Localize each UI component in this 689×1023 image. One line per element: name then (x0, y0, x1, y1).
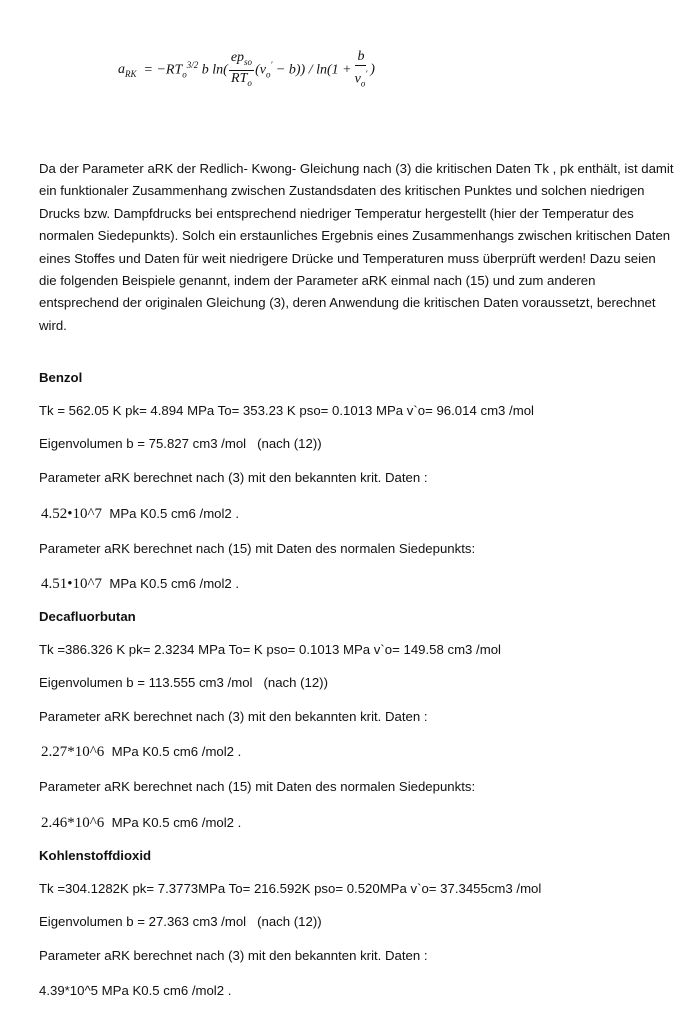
kohlendioxid-param-3-label: Parameter aRK berechnet nach (3) mit den bekannten krit. Daten : (39, 948, 428, 963)
kohlendioxid-eigenvolumen: Eigenvolumen b = 27.363 cm3 /mol (nach (12)) (39, 914, 322, 929)
benzol-param-15-label: Parameter aRK berechnet nach (15) mit Daten des normalen Siedepunkts: (39, 541, 476, 556)
decafluorbutan-value-3: 2.27*10^6 MPa K0.5 cm6 /mol2 . (41, 744, 242, 760)
kohlendioxid-data-line: Tk =304.1282K pk= 7.3773MPa To= 216.592K pso= 0.520MPa v`o= 37.3455cm3 /mol (39, 881, 542, 896)
heading-kohlenstoffdioxid: Kohlenstoffdioxid (39, 848, 152, 863)
benzol-data-line: Tk = 562.05 K pk= 4.894 MPa To= 353.23 K pso= 0.1013 MPa v`o= 96.014 cm3 /mol (39, 403, 534, 418)
intro-paragraph: Da der Parameter aRK der Redlich- Kwong- Gleichung nach (3) die kritischen Daten Tk , pk enthält, ist damit ein funktionaler Zusammenhang zwischen Zustandsdaten des kritischen Punktes und solchen niedrigen Drucks bzw. Dampfdrucks bei entsprechend niedriger Temperatur hergestellt (hier der Temperatur des normalen Siedepunkts). Solch ein erstaunliches Ergebnis eines Zusammenhangs zwischen kritischen Daten eines Stoffes und Daten für weit niedrigere Drücke und Temperaturen muss überprüft werden! Dazu seien die folgenden Beispiele genannt, indem der Parameter aRK einmal nach (15) und zum anderen entsprechend der originalen Gleichung (3), deren Anwendung die kritischen Daten voraussetzt, berechnet wird. (39, 161, 674, 333)
decafluorbutan-value-15: 2.46*10^6 MPa K0.5 cm6 /mol2 . (41, 815, 242, 831)
decafluorbutan-param-15-label: Parameter aRK berechnet nach (15) mit Daten des normalen Siedepunkts: (39, 779, 476, 794)
heading-decafluorbutan: Decafluorbutan (39, 609, 136, 624)
formula-mid: $(v_o' - b)) / \ln(1$ + (255, 60, 352, 80)
benzol-param-3-label: Parameter aRK berechnet nach (3) mit den bekannten krit. Daten : (39, 470, 428, 485)
formula-lhs: $a_{RK}$ (118, 61, 137, 79)
redlich-kwong-formula (118, 44, 375, 96)
heading-benzol: Benzol (39, 370, 83, 385)
benzol-value-15: 4.51•10^7 MPa K0.5 cm6 /mol2 . (41, 576, 240, 592)
decafluorbutan-data-line: Tk =386.326 K pk= 2.3234 MPa To= K pso= 0.1013 MPa v`o= 149.58 cm3 /mol (39, 642, 501, 657)
formula-close: ) (370, 62, 375, 77)
kohlendioxid-value-3: 4.39*10^5 MPa K0.5 cm6 /mol2 . (39, 983, 232, 998)
formula-eq: = $-RT_o^{3/2}$ b ln( (140, 60, 228, 80)
benzol-value-3: 4.52•10^7 MPa K0.5 cm6 /mol2 . (41, 506, 240, 522)
decafluorbutan-eigenvolumen: Eigenvolumen b = 113.555 cm3 /mol (nach (12)) (39, 675, 328, 690)
formula-fraction-1: $\frac{ep_{so}}{RT_o}$ (230, 49, 253, 88)
benzol-eigenvolumen: Eigenvolumen b = 75.827 cm3 /mol (nach (12)) (39, 436, 322, 451)
decafluorbutan-param-3-label: Parameter aRK berechnet nach (3) mit den bekannten krit. Daten : (39, 709, 428, 724)
formula-fraction-2: $\frac{b}{v_o'}$ (354, 48, 368, 89)
